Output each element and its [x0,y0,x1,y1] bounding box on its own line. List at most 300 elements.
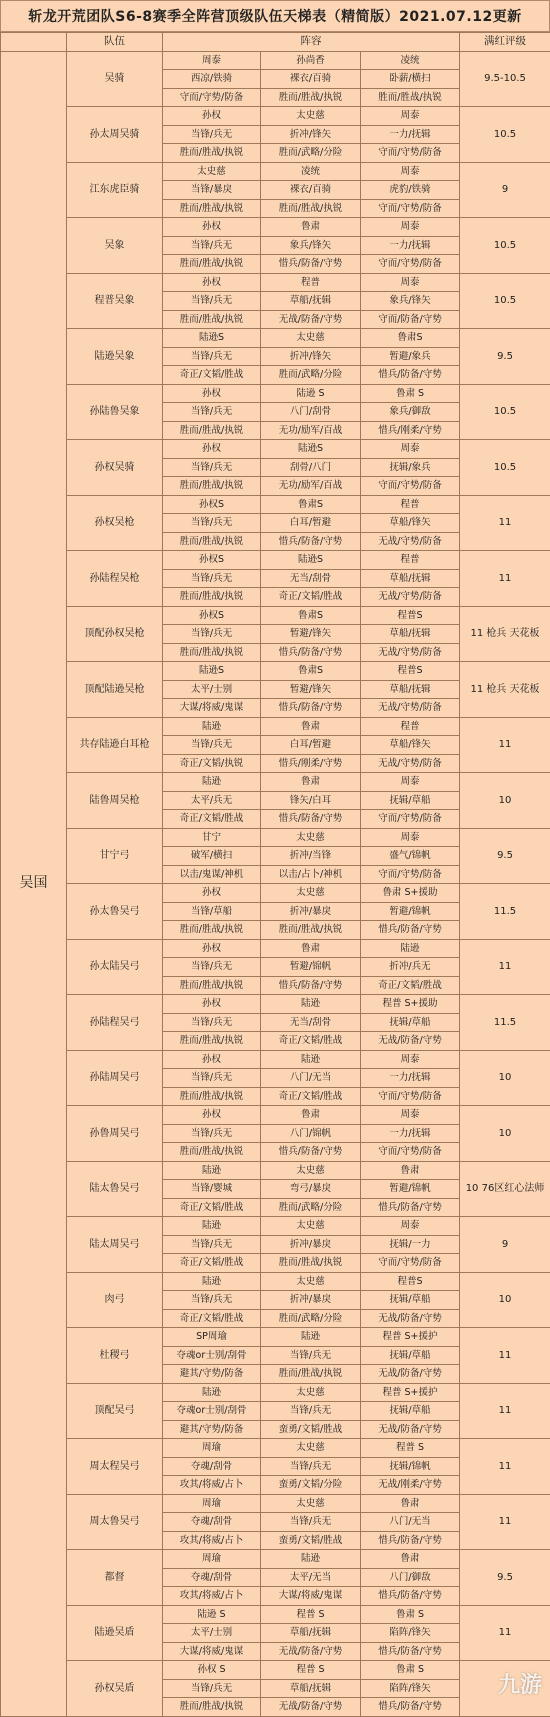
general-cell: 凌统 [361,51,460,70]
general-cell: 孙权 [163,384,261,403]
skill-cell: 草船/抚辑 [361,680,460,699]
bingshu-cell: 惜兵/防备/守势 [261,643,361,662]
general-cell: 太史慈 [163,162,261,181]
team-name-cell: 孙太周吴骑 [67,107,163,163]
general-cell: 陆逊 S [261,384,361,403]
skill-cell: 陷阵/锋矢 [361,1679,460,1698]
team-name-cell: 周太程吴弓 [67,1439,163,1495]
bingshu-cell: 以击/占卜/神机 [261,865,361,884]
bingshu-cell: 无战/守势/防备 [361,699,460,718]
team-name-cell: 孙陆程吴枪 [67,551,163,607]
bingshu-cell: 守而/守势/防备 [361,477,460,496]
team-name-cell: 吴象 [67,218,163,274]
general-cell: 陆逊 [261,1050,361,1069]
bingshu-cell: 无战/防备/守势 [261,310,361,329]
bingshu-cell: 攻其/将威/占卜 [163,1587,261,1606]
general-cell: 程普 S+援助 [361,995,460,1014]
bingshu-cell: 胜而/武略/分险 [261,366,361,385]
bingshu-cell: 惜兵/刚柔/守势 [261,754,361,773]
bingshu-cell: 奇正/文韬/胜战 [163,1309,261,1328]
bingshu-cell: 守而/守势/防备 [361,810,460,829]
bingshu-cell: 胜而/胜战/执锐 [163,199,261,218]
bingshu-cell: 胜而/胜战/执锐 [163,421,261,440]
general-cell: 孙权 [163,273,261,292]
rating-cell: 9.5-10.5 [460,51,550,107]
table-row [1,939,550,958]
general-cell: 鲁肃 [261,773,361,792]
skill-cell: 当锋/兵无 [163,1291,261,1310]
skill-cell: 白耳/暂避 [261,736,361,755]
skill-cell: 盛气/锦帆 [361,847,460,866]
bingshu-cell: 胜而/胜战/执锐 [163,1143,261,1162]
team-name-cell: 程普吴象 [67,273,163,329]
general-cell: 孙权 S [163,1661,261,1680]
bingshu-cell: 无战/防备/守势 [361,1420,460,1439]
table-row [1,884,550,903]
skill-cell: 当锋/兵无 [163,1013,261,1032]
rating-cell: 11 枪兵 天花板 [460,606,550,662]
bingshu-cell: 胜而/胜战/执锐 [163,1698,261,1717]
rating-cell: 10 [460,1050,550,1106]
skill-cell: 西凉/铁骑 [163,70,261,89]
bingshu-cell: 奇正/文韬/胜战 [163,1254,261,1273]
team-name-cell: 孙陆周吴弓 [67,1050,163,1106]
ladder-table [0,32,550,1717]
bingshu-cell: 奇正/文韬/胜战 [361,976,460,995]
skill-cell: 当锋/草船 [163,902,261,921]
general-cell: 鲁肃S [261,495,361,514]
general-cell: 程普S [361,606,460,625]
bingshu-cell: 无战/守势/防备 [361,532,460,551]
general-cell: 孙权 [163,218,261,237]
table-row [1,1605,550,1624]
skill-cell: 草船/抚辑 [361,569,460,588]
bingshu-cell: 胜而/胜战/执锐 [163,643,261,662]
table-row [1,551,550,570]
bingshu-cell: 无战/防备/守势 [361,1032,460,1051]
bingshu-cell: 守而/守势/防备 [361,865,460,884]
general-cell: 太史慈 [261,1272,361,1291]
skill-cell: 太平/兵无 [163,791,261,810]
general-cell: 鲁肃S [261,662,361,681]
general-cell: 周泰 [361,273,460,292]
bingshu-cell: 胜而/胜战/执锐 [163,477,261,496]
skill-cell: 抚辑/草船 [361,1291,460,1310]
skill-cell: 八门/无当 [361,1513,460,1532]
bingshu-cell: 惜兵/防备/守势 [261,1143,361,1162]
bingshu-cell: 惜兵/防备/守势 [361,1531,460,1550]
skill-cell: 当锋/兵无 [163,458,261,477]
bingshu-cell: 蛮勇/文韬/胜战 [261,1531,361,1550]
skill-cell: 太平/士别 [163,680,261,699]
team-name-cell: 陆太周吴弓 [67,1217,163,1273]
bingshu-cell: 胜而/胜战/执锐 [261,1365,361,1384]
bingshu-cell: 胜而/胜战/执锐 [163,255,261,274]
general-cell: 孙权 [163,884,261,903]
skill-cell: 暂避/锋矢 [261,680,361,699]
general-cell: 陆逊 [163,717,261,736]
skill-cell: 当锋/兵无 [261,1513,361,1532]
general-cell: 陆逊 [163,773,261,792]
table-row [1,1272,550,1291]
team-name-cell: 甘宁弓 [67,828,163,884]
bingshu-cell: 守而/防备/守势 [361,310,460,329]
bingshu-cell: 奇正/文韬/胜战 [261,588,361,607]
team-name-cell: 陆逊吴象 [67,329,163,385]
rating-cell: 11 [460,551,550,607]
bingshu-cell: 惜兵/防备/守势 [261,976,361,995]
skill-cell: 一力/抚辑 [361,1069,460,1088]
rating-cell: 11 [460,1494,550,1550]
general-cell: 孙权 [163,995,261,1014]
skill-cell: 草船/抚辑 [261,1679,361,1698]
rating-cell: 10 [460,1106,550,1162]
rating-cell: 10.5 [460,107,550,163]
general-cell: 陆逊S [261,551,361,570]
skill-cell: 象兵/锋矢 [361,292,460,311]
rating-cell: 10 [460,773,550,829]
general-cell: 程普 S+援护 [361,1328,460,1347]
bingshu-cell: 无战/防备/守势 [261,1698,361,1717]
bingshu-cell: 无战/刚柔/守势 [361,1476,460,1495]
skill-cell: 刮骨/八门 [261,458,361,477]
nation-cell: 吴国 [1,51,67,1716]
rating-cell: 11 [460,1439,550,1495]
general-cell: 鲁肃 [261,717,361,736]
bingshu-cell: 攻其/将威/占卜 [163,1531,261,1550]
skill-cell: 裸衣/百骑 [261,181,361,200]
skill-cell: 当锋/兵无 [163,569,261,588]
skill-cell: 折冲/锋矢 [261,125,361,144]
bingshu-cell: 惜兵/刚柔/守势 [361,421,460,440]
skill-cell: 当锋/兵无 [163,1235,261,1254]
rating-cell: 10 [460,1272,550,1328]
table-row [1,51,550,70]
skill-cell: 一力/抚辑 [361,125,460,144]
skill-cell: 折冲/兵无 [361,958,460,977]
general-cell: 鲁肃 [361,1494,460,1513]
rating-cell: 11 [460,939,550,995]
team-name-cell: 肉弓 [67,1272,163,1328]
header-row [1,33,550,52]
team-name-cell: 孙陆鲁吴象 [67,384,163,440]
general-cell: 程普S [361,662,460,681]
general-cell: 程普 S+援护 [361,1383,460,1402]
bingshu-cell: 守而/守势/防备 [361,199,460,218]
bingshu-cell: 无战/守势/防备 [361,754,460,773]
bingshu-cell: 无战/防备/守势 [361,1365,460,1384]
skill-cell: 当锋/兵无 [261,1346,361,1365]
skill-cell: 当锋/兵无 [261,1402,361,1421]
general-cell: 太史慈 [261,884,361,903]
skill-cell: 象兵/御敌 [361,403,460,422]
team-name-cell: 孙陆程吴弓 [67,995,163,1051]
rating-cell: 9 [460,162,550,218]
bingshu-cell: 奇正/文韬/胜战 [163,366,261,385]
table-row [1,1494,550,1513]
table-row [1,773,550,792]
skill-cell: 抚辑/草船 [361,791,460,810]
general-cell: 陆逊S [163,662,261,681]
skill-cell: 抚辑/草船 [361,1402,460,1421]
general-cell: 鲁肃 [361,1161,460,1180]
table-row [1,1106,550,1125]
table-row [1,828,550,847]
table-row [1,1217,550,1236]
general-cell: 鲁肃 [261,218,361,237]
general-cell: 鲁肃 S [361,1661,460,1680]
bingshu-cell: 以击/鬼谋/神机 [163,865,261,884]
general-cell: 鲁肃 [261,1106,361,1125]
general-cell: 鲁肃S [261,606,361,625]
skill-cell: 草船/抚辑 [361,625,460,644]
skill-cell: 当锋/兵无 [163,1069,261,1088]
table-row [1,1328,550,1347]
skill-cell: 折冲/暴戾 [261,902,361,921]
bingshu-cell: 胜而/胜战/执锐 [163,144,261,163]
skill-cell: 八门/刮骨 [261,403,361,422]
bingshu-cell: 避其/守势/防备 [163,1420,261,1439]
team-name-cell: 孙太陆吴弓 [67,939,163,995]
team-name-cell: 陆逊吴盾 [67,1605,163,1661]
team-name-cell: 共存陆逊白耳枪 [67,717,163,773]
table-row [1,329,550,348]
bingshu-cell: 惜兵/防备/守势 [361,1587,460,1606]
bingshu-cell: 胜而/胜战/执锐 [261,1254,361,1273]
general-cell: 孙权 [163,1106,261,1125]
general-cell: 周泰 [361,162,460,181]
bingshu-cell: 胜而/胜战/执锐 [163,976,261,995]
skill-cell: 太平/士别 [163,1624,261,1643]
bingshu-cell: 惜兵/防备/守势 [361,921,460,940]
general-cell: 陆逊 [361,939,460,958]
team-name-cell: 陆太鲁吴弓 [67,1161,163,1217]
general-cell: 太史慈 [261,1161,361,1180]
rating-cell: 10.5 [460,218,550,274]
skill-cell: 抚辑/一力 [361,1235,460,1254]
general-cell: 陆逊 [261,1328,361,1347]
team-name-cell: 孙权吴枪 [67,495,163,551]
team-name-cell: 杜稷弓 [67,1328,163,1384]
team-name-cell: 孙权吴盾 [67,1661,163,1717]
bingshu-cell: 无战/守势/防备 [361,588,460,607]
general-cell: 孙尚香 [261,51,361,70]
skill-cell: 八门/锦帆 [261,1124,361,1143]
skill-cell: 暂避/锦帆 [361,1180,460,1199]
bingshu-cell: 无功/励军/百战 [261,421,361,440]
skill-cell: 当锋/兵无 [163,625,261,644]
table-row [1,218,550,237]
skill-cell: 当锋/兵无 [163,736,261,755]
skill-cell: 抚辑/草船 [361,1346,460,1365]
skill-cell: 夺魂/刮骨 [163,1457,261,1476]
skill-cell: 折冲/暴戾 [261,1291,361,1310]
general-cell: 孙权S [163,606,261,625]
table-row [1,384,550,403]
general-cell: 孙权 [163,1050,261,1069]
bingshu-cell: 攻其/将威/占卜 [163,1476,261,1495]
table-row [1,440,550,459]
skill-cell: 破军/横扫 [163,847,261,866]
general-cell: 孙权S [163,495,261,514]
general-cell: 程普 [361,495,460,514]
skill-cell: 当锋/兵无 [163,236,261,255]
bingshu-cell: 惜兵/防备/守势 [261,255,361,274]
bingshu-cell: 惜兵/防备/守势 [261,699,361,718]
bingshu-cell: 无战/防备/守势 [261,1642,361,1661]
bingshu-cell: 胜而/胜战/执锐 [261,199,361,218]
team-name-cell: 都督 [67,1550,163,1606]
skill-cell: 太平/无当 [261,1568,361,1587]
bingshu-cell: 胜而/胜战/执锐 [163,1032,261,1051]
table-row [1,495,550,514]
bingshu-cell: 胜而/武略/分险 [261,144,361,163]
general-cell: 陆逊 [163,1272,261,1291]
skill-cell: 虎豹/铁骑 [361,181,460,200]
general-cell: 周泰 [361,218,460,237]
bingshu-cell: 奇正/文韬/胜战 [261,1032,361,1051]
skill-cell: 当锋/兵无 [163,125,261,144]
general-cell: 程普 [261,273,361,292]
table-row [1,162,550,181]
table-row [1,995,550,1014]
bingshu-cell: 惜兵/防备/守势 [261,810,361,829]
general-cell: 陆逊 S [163,1605,261,1624]
general-cell: 周泰 [361,1050,460,1069]
bingshu-cell: 蛮勇/文韬/胜战 [261,1420,361,1439]
skill-cell: 抚辑/象兵 [361,458,460,477]
bingshu-cell: 无功/励军/百战 [261,477,361,496]
table-body [1,51,550,1716]
skill-cell: 当锋/兵无 [163,1679,261,1698]
skill-cell: 草船/锋矢 [361,514,460,533]
bingshu-cell: 大谋/将威/鬼谋 [261,1587,361,1606]
skill-cell: 当锋/暴戾 [163,181,261,200]
bingshu-cell: 奇正/文韬/胜战 [163,1198,261,1217]
table-row [1,107,550,126]
general-cell: 太史慈 [261,1383,361,1402]
general-cell: 鲁肃 [261,939,361,958]
general-cell: 太史慈 [261,1439,361,1458]
general-cell: 鲁肃 S+援助 [361,884,460,903]
skill-cell: 暂避/象兵 [361,347,460,366]
rating-cell: 11 [460,1605,550,1661]
skill-cell: 当锋/兵无 [163,1124,261,1143]
rating-cell: 11 [460,717,550,773]
skill-cell: 当锋/兵无 [163,514,261,533]
general-cell: 周瑜 [163,1494,261,1513]
team-name-cell: 周太鲁吴弓 [67,1494,163,1550]
general-cell: 太史慈 [261,107,361,126]
bingshu-cell: 胜而/胜战/执锐 [163,532,261,551]
skill-cell: 卧薪/横扫 [361,70,460,89]
team-name-cell: 孙鲁周吴弓 [67,1106,163,1162]
rating-cell: 9 [460,1217,550,1273]
general-cell: 鲁肃S [361,329,460,348]
team-name-cell: 顶配吴弓 [67,1383,163,1439]
general-cell: 陆逊 [163,1161,261,1180]
skill-cell: 折冲/锋矢 [261,347,361,366]
skill-cell: 八门/御敌 [361,1568,460,1587]
bingshu-cell: 守而/守势/防备 [361,144,460,163]
general-cell: 孙权S [163,551,261,570]
general-cell: 太史慈 [261,329,361,348]
skill-cell: 裸衣/百骑 [261,70,361,89]
skill-cell: 草船/抚辑 [261,1624,361,1643]
general-cell: 孙权 [163,107,261,126]
bingshu-cell: 无战/守势/防备 [361,643,460,662]
general-cell: 周泰 [361,107,460,126]
team-name-cell: 顶配陆逊吴枪 [67,662,163,718]
table-row [1,662,550,681]
bingshu-cell: 守而/守势/防备 [361,1087,460,1106]
rating-cell: 11 枪兵 天花板 [460,662,550,718]
skill-cell: 草船/锋矢 [361,736,460,755]
bingshu-cell: 胜而/胜战/执锐 [163,921,261,940]
table-row [1,606,550,625]
bingshu-cell: 守而/守势/防备 [361,1143,460,1162]
lineup-header: 阵容 [163,33,460,52]
bingshu-cell: 惜兵/防备/守势 [361,1198,460,1217]
skill-cell: 当锋/兵无 [163,292,261,311]
table-row [1,1439,550,1458]
general-cell: 凌统 [261,162,361,181]
skill-cell: 当锋/兵无 [261,1457,361,1476]
general-cell: 程普 S [361,1439,460,1458]
skill-cell: 无当/刮骨 [261,569,361,588]
skill-cell: 弯弓/暴戾 [261,1180,361,1199]
skill-cell: 锋矢/白耳 [261,791,361,810]
general-cell: 陆逊 [163,1383,261,1402]
team-name-cell: 孙权吴骑 [67,440,163,496]
bingshu-cell: 无战/防备/守势 [361,1309,460,1328]
bingshu-cell: 守而/守势/防备 [163,88,261,107]
general-cell: 孙权 [163,440,261,459]
bingshu-cell: 奇正/文韬/胜战 [261,1087,361,1106]
general-cell: 周泰 [163,51,261,70]
rating-cell: 11.5 [460,995,550,1051]
table-row [1,1661,550,1680]
skill-cell: 当锋/兵无 [163,347,261,366]
skill-cell: 抚辑/草船 [361,1013,460,1032]
bingshu-cell: 守而/守势/防备 [361,255,460,274]
skill-cell: 象兵/锋矢 [261,236,361,255]
bingshu-cell: 大谋/将威/鬼谋 [163,1642,261,1661]
skill-cell: 无当/刮骨 [261,1013,361,1032]
skill-cell: 一力/抚辑 [361,1124,460,1143]
bingshu-cell: 胜而/胜战/执锐 [163,310,261,329]
team-name-cell: 陆鲁周吴枪 [67,773,163,829]
general-cell: 太史慈 [261,828,361,847]
bingshu-cell: 奇正/文韬/执锐 [163,754,261,773]
skill-cell: 当锋/兵无 [163,958,261,977]
general-cell: 周泰 [361,1106,460,1125]
table-row [1,273,550,292]
bingshu-cell: 胜而/武略/分险 [261,1309,361,1328]
general-cell: SP周瑜 [163,1328,261,1347]
bingshu-cell: 胜而/胜战/执锐 [361,88,460,107]
general-cell: 陆逊 [261,995,361,1014]
rating-cell: 9.5 [460,329,550,385]
general-cell: 鲁肃 S [361,384,460,403]
rating-cell: 10 76区红心法师 [460,1161,550,1217]
skill-cell: 夺魂or士别/刮骨 [163,1402,261,1421]
general-cell: 周泰 [361,1217,460,1236]
general-cell: 程普 [361,717,460,736]
general-cell: 程普 S [261,1661,361,1680]
rating-cell: 10.5 [460,440,550,496]
rating-header: 满红评级 [460,33,550,52]
